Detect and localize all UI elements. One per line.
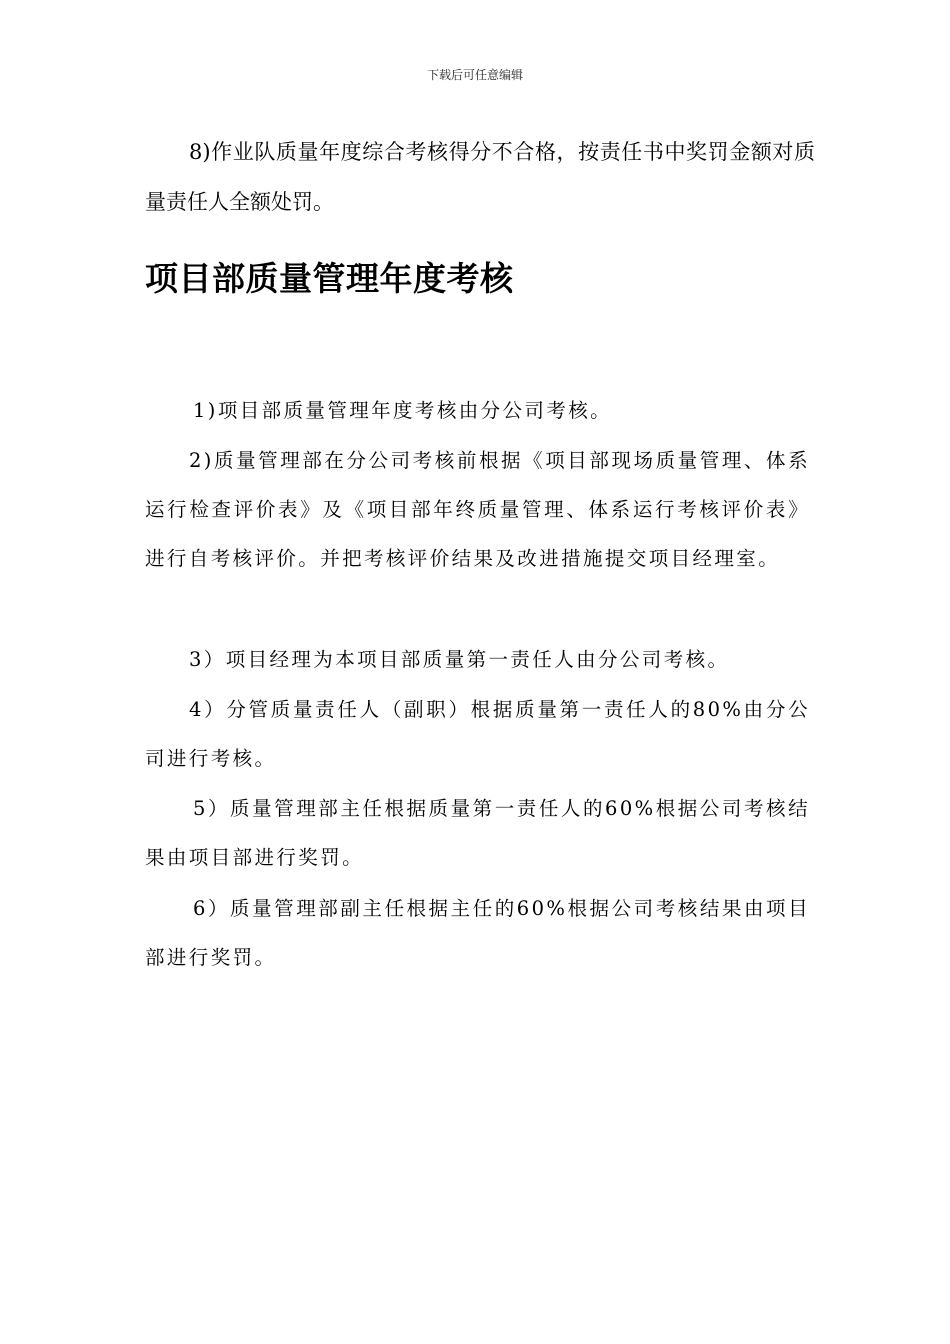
intro-paragraph: 8)作业队质量年度综合考核得分不合格，按责任书中奖罚金额对质量责任人全额处罚。 (145, 140, 815, 214)
list-item: 4）分管质量责任人（副职）根据质量第一责任人的80%由分公司进行考核。 (145, 698, 810, 770)
list-item: 5）质量管理部主任根据质量第一责任人的60%根据公司考核结果由项目部进行奖罚。 (145, 797, 810, 869)
list-item: 3）项目经理为本项目部质量第一责任人由分公司考核。 (189, 648, 730, 671)
list-item: 6）质量管理部副主任根据主任的60%根据公司考核结果由项目部进行奖罚。 (145, 897, 810, 969)
list-item: 1)项目部质量管理年度考核由分公司考核。 (193, 399, 613, 422)
list-item: 2)质量管理部在分公司考核前根据《项目部现场质量管理、体系运行检查评价表》及《项目部年终质量管理、体系运行考核评价表》进行自考核评价。并把考核评价结果及改进措施提交项目经理室。 (145, 449, 810, 570)
section-title: 项目部质量管理年度考核 (145, 259, 514, 298)
page-header-note: 下载后可任意编辑 (426, 68, 523, 82)
